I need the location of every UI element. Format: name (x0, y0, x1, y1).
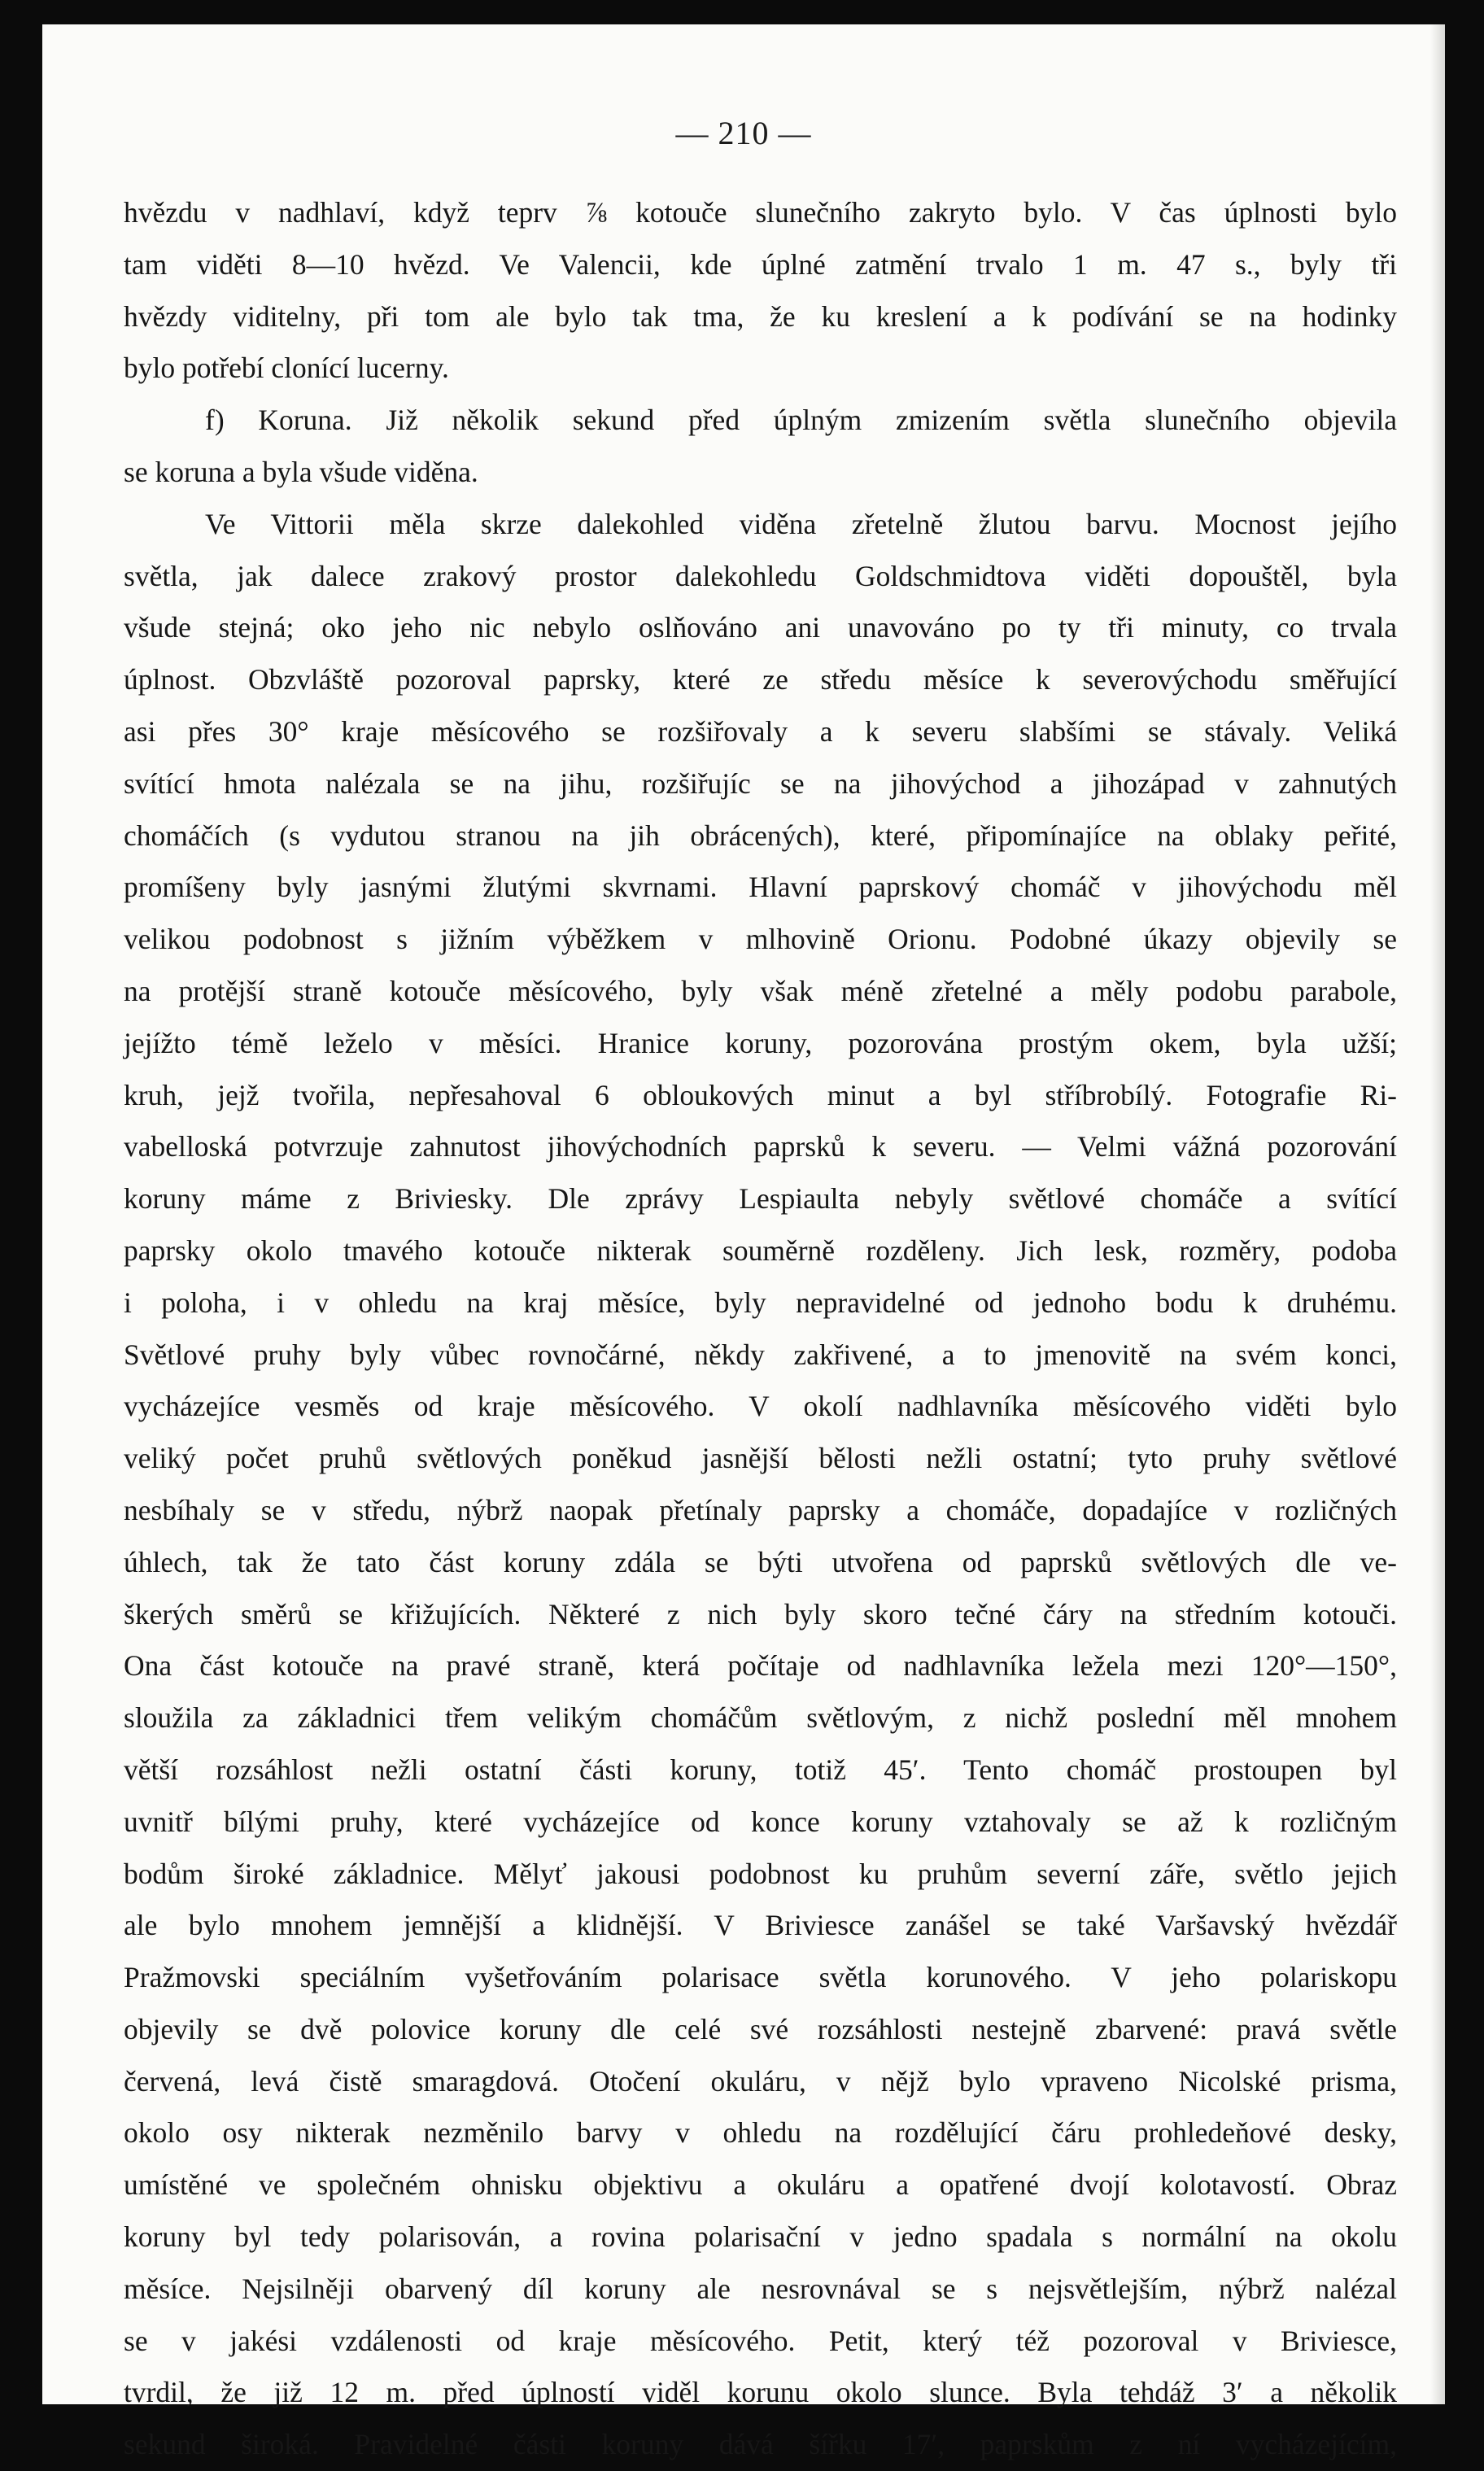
book-page (42, 24, 1445, 2461)
text-line: se v jakési vzdálenosti od kraje měsícového. Petit, který též pozoroval v Briviesce, (124, 2324, 1397, 2357)
text-line: koruny byl tedy polarisován, a rovina polarisační v jedno spadala s normální na okolu (124, 2220, 1397, 2254)
text-line: všude stejná; oko jeho nic nebylo oslňováno ani unavováno po ty tři minuty, co trvala (124, 611, 1397, 644)
text-line: tam viděti 8—10 hvězd. Ve Valencii, kde úplné zatmění trvalo 1 m. 47 s., byly tři (124, 247, 1397, 281)
text-line: Ona část kotouče na pravé straně, která počítaje od nadhlavníka ležela mezi 120°—150°, (124, 1649, 1397, 1683)
text-line-section-heading: f) Koruna. Již několik sekund před úplným zmizením světla slunečního objevila (205, 404, 1397, 437)
text-line: úplnost. Obzvláště pozoroval paprsky, které ze středu měsíce k severovýchodu směřující (124, 663, 1397, 696)
text-line: červená, levá čistě smaragdová. Otočení okuláru, v nějž bylo vpraveno Nicolské prisma, (124, 2064, 1397, 2098)
text-line: světla, jak dalece zrakový prostor dalekohledu Goldschmidtova viděti dopouštěl, byla (124, 559, 1397, 592)
text-line: hvězdy viditelny, při tom ale bylo tak tma, že ku kreslení a k podívání se na hodinky (124, 299, 1397, 333)
text-line: svítící hmota nalézala se na jihu, rozšiřujíc se na jihovýchod a jihozápad v zahnutých (124, 766, 1397, 800)
text-line: bylo potřebí clonící lucerny. (124, 351, 449, 385)
text-line: velikou podobnost s jižním výběžkem v mlhovině Orionu. Podobné úkazy objevily se (124, 923, 1397, 956)
text-line: umístěné ve společném ohnisku objektivu a okuláru a opatřené dvojí kolotavostí. Obraz (124, 2168, 1397, 2202)
text-line: asi přes 30° kraje měsícového se rozšiřovaly a k severu slabšími se stávaly. Veliká (124, 714, 1397, 748)
body-text (124, 187, 1397, 2471)
page-number: — 210 — (675, 115, 812, 151)
text-line: Světlové pruhy byly vůbec rovnočárné, někdy zakřivené, a to jmenovitě na svém konci, (124, 1338, 1397, 1371)
text-line: promíšeny byly jasnými žlutými skvrnami. Hlavní paprskový chomáč v jihovýchodu měl (124, 871, 1397, 904)
text-line: uvnitř bílými pruhy, které vycházejíce od konce koruny vztahovaly se až k rozličným (124, 1805, 1397, 1838)
text-line: Pražmovski speciálním vyšetřováním polarisace světla korunového. V jeho polariskopu (124, 1961, 1397, 1994)
text-line: okolo osy nikterak nezměnilo barvy v ohledu na rozdělující čáru prohledeňové desky, (124, 2116, 1397, 2150)
text-line: chomáčích (s vydutou stranou na jih obrácených), které, připomínajíce na oblaky peřité, (124, 819, 1397, 852)
text-line: veliký počet pruhů světlových poněkud jasnější bělosti nežli ostatní; tyto pruhy světlové (124, 1442, 1397, 1475)
text-line: koruny máme z Briviesky. Dle zprávy Lespiaulta nebyly světlové chomáče a svítící (124, 1182, 1397, 1216)
text-line: objevily se dvě polovice koruny dle celé své rozsáhlosti nestejně zbarvené: pravá světle (124, 2012, 1397, 2045)
text-line: škerých směrů se křižujících. Některé z nich byly skoro tečné čáry na středním kotouči. (124, 1597, 1397, 1631)
text-line: ale bylo mnohem jemnější a klidnější. V Briviesce zanášel se také Varšavský hvězdář (124, 1909, 1397, 1942)
text-line: kruh, jejž tvořila, nepřesahoval 6 obloukových minut a byl stříbrobílý. Fotografie Ri- (124, 1078, 1397, 1111)
text-line: sekund široká. Pravidelné části koruny dává šířku 17′, paprskům z ní vycházejícím, (124, 2428, 1397, 2461)
text-line: vabelloská potvrzuje zahnutost jihovýchodních paprsků k severu. — Velmi vážná pozorování (124, 1130, 1397, 1163)
text-line: měsíce. Nejsilněji obarvený díl koruny ale nesrovnával se s nejsvětlejším, nýbrž nalézal (124, 2272, 1397, 2305)
text-line: nesbíhaly se v středu, nýbrž naopak přetínaly paprsky a chomáče, dopadajíce v rozličných (124, 1493, 1397, 1526)
text-line: jejížto témě leželo v měsíci. Hranice koruny, pozorována prostým okem, byla užší; (124, 1026, 1397, 1059)
text-line: se koruna a byla všude viděna. (124, 455, 478, 488)
text-line: vycházejíce vesměs od kraje měsícového. V okolí nadhlavníka měsícového viděti bylo (124, 1390, 1397, 1423)
text-line: i poloha, i v ohledu na kraj měsíce, byly nepravidelné od jednoho bodu k druhému. (124, 1286, 1397, 1319)
text-line: paprsky okolo tmavého kotouče nikterak souměrně rozděleny. Jich lesk, rozměry, podoba (124, 1233, 1397, 1267)
text-line: Ve Vittorii měla skrze dalekohled viděna zřetelně žlutou barvu. Mocnost jejího (205, 507, 1397, 540)
text-line: sloužila za základnici třem velikým chomáčům světlovým, z nichž poslední měl mnohem (124, 1701, 1397, 1735)
text-line: úhlech, tak že tato část koruny zdála se býti utvořena od paprsků světlových dle ve- (124, 1545, 1397, 1578)
text-line: hvězdu v nadhlaví, když teprv ⅞ kotouče slunečního zakryto bylo. V čas úplnosti bylo (124, 196, 1397, 229)
text-line: tvrdil, že již 12 m. před úplností viděl korunu okolo slunce. Byla tehdáž 3′ a několik (124, 2376, 1397, 2409)
text-line: bodům široké základnice. Mělyť jakousi podobnost ku pruhům severní záře, světlo jejich (124, 1857, 1397, 1890)
text-line: na protější straně kotouče měsícového, byly však méně zřetelné a měly podobu parabole, (124, 974, 1397, 1007)
text-line: větší rozsáhlost nežli ostatní části koruny, totiž 45′. Tento chomáč prostoupen byl (124, 1753, 1397, 1786)
